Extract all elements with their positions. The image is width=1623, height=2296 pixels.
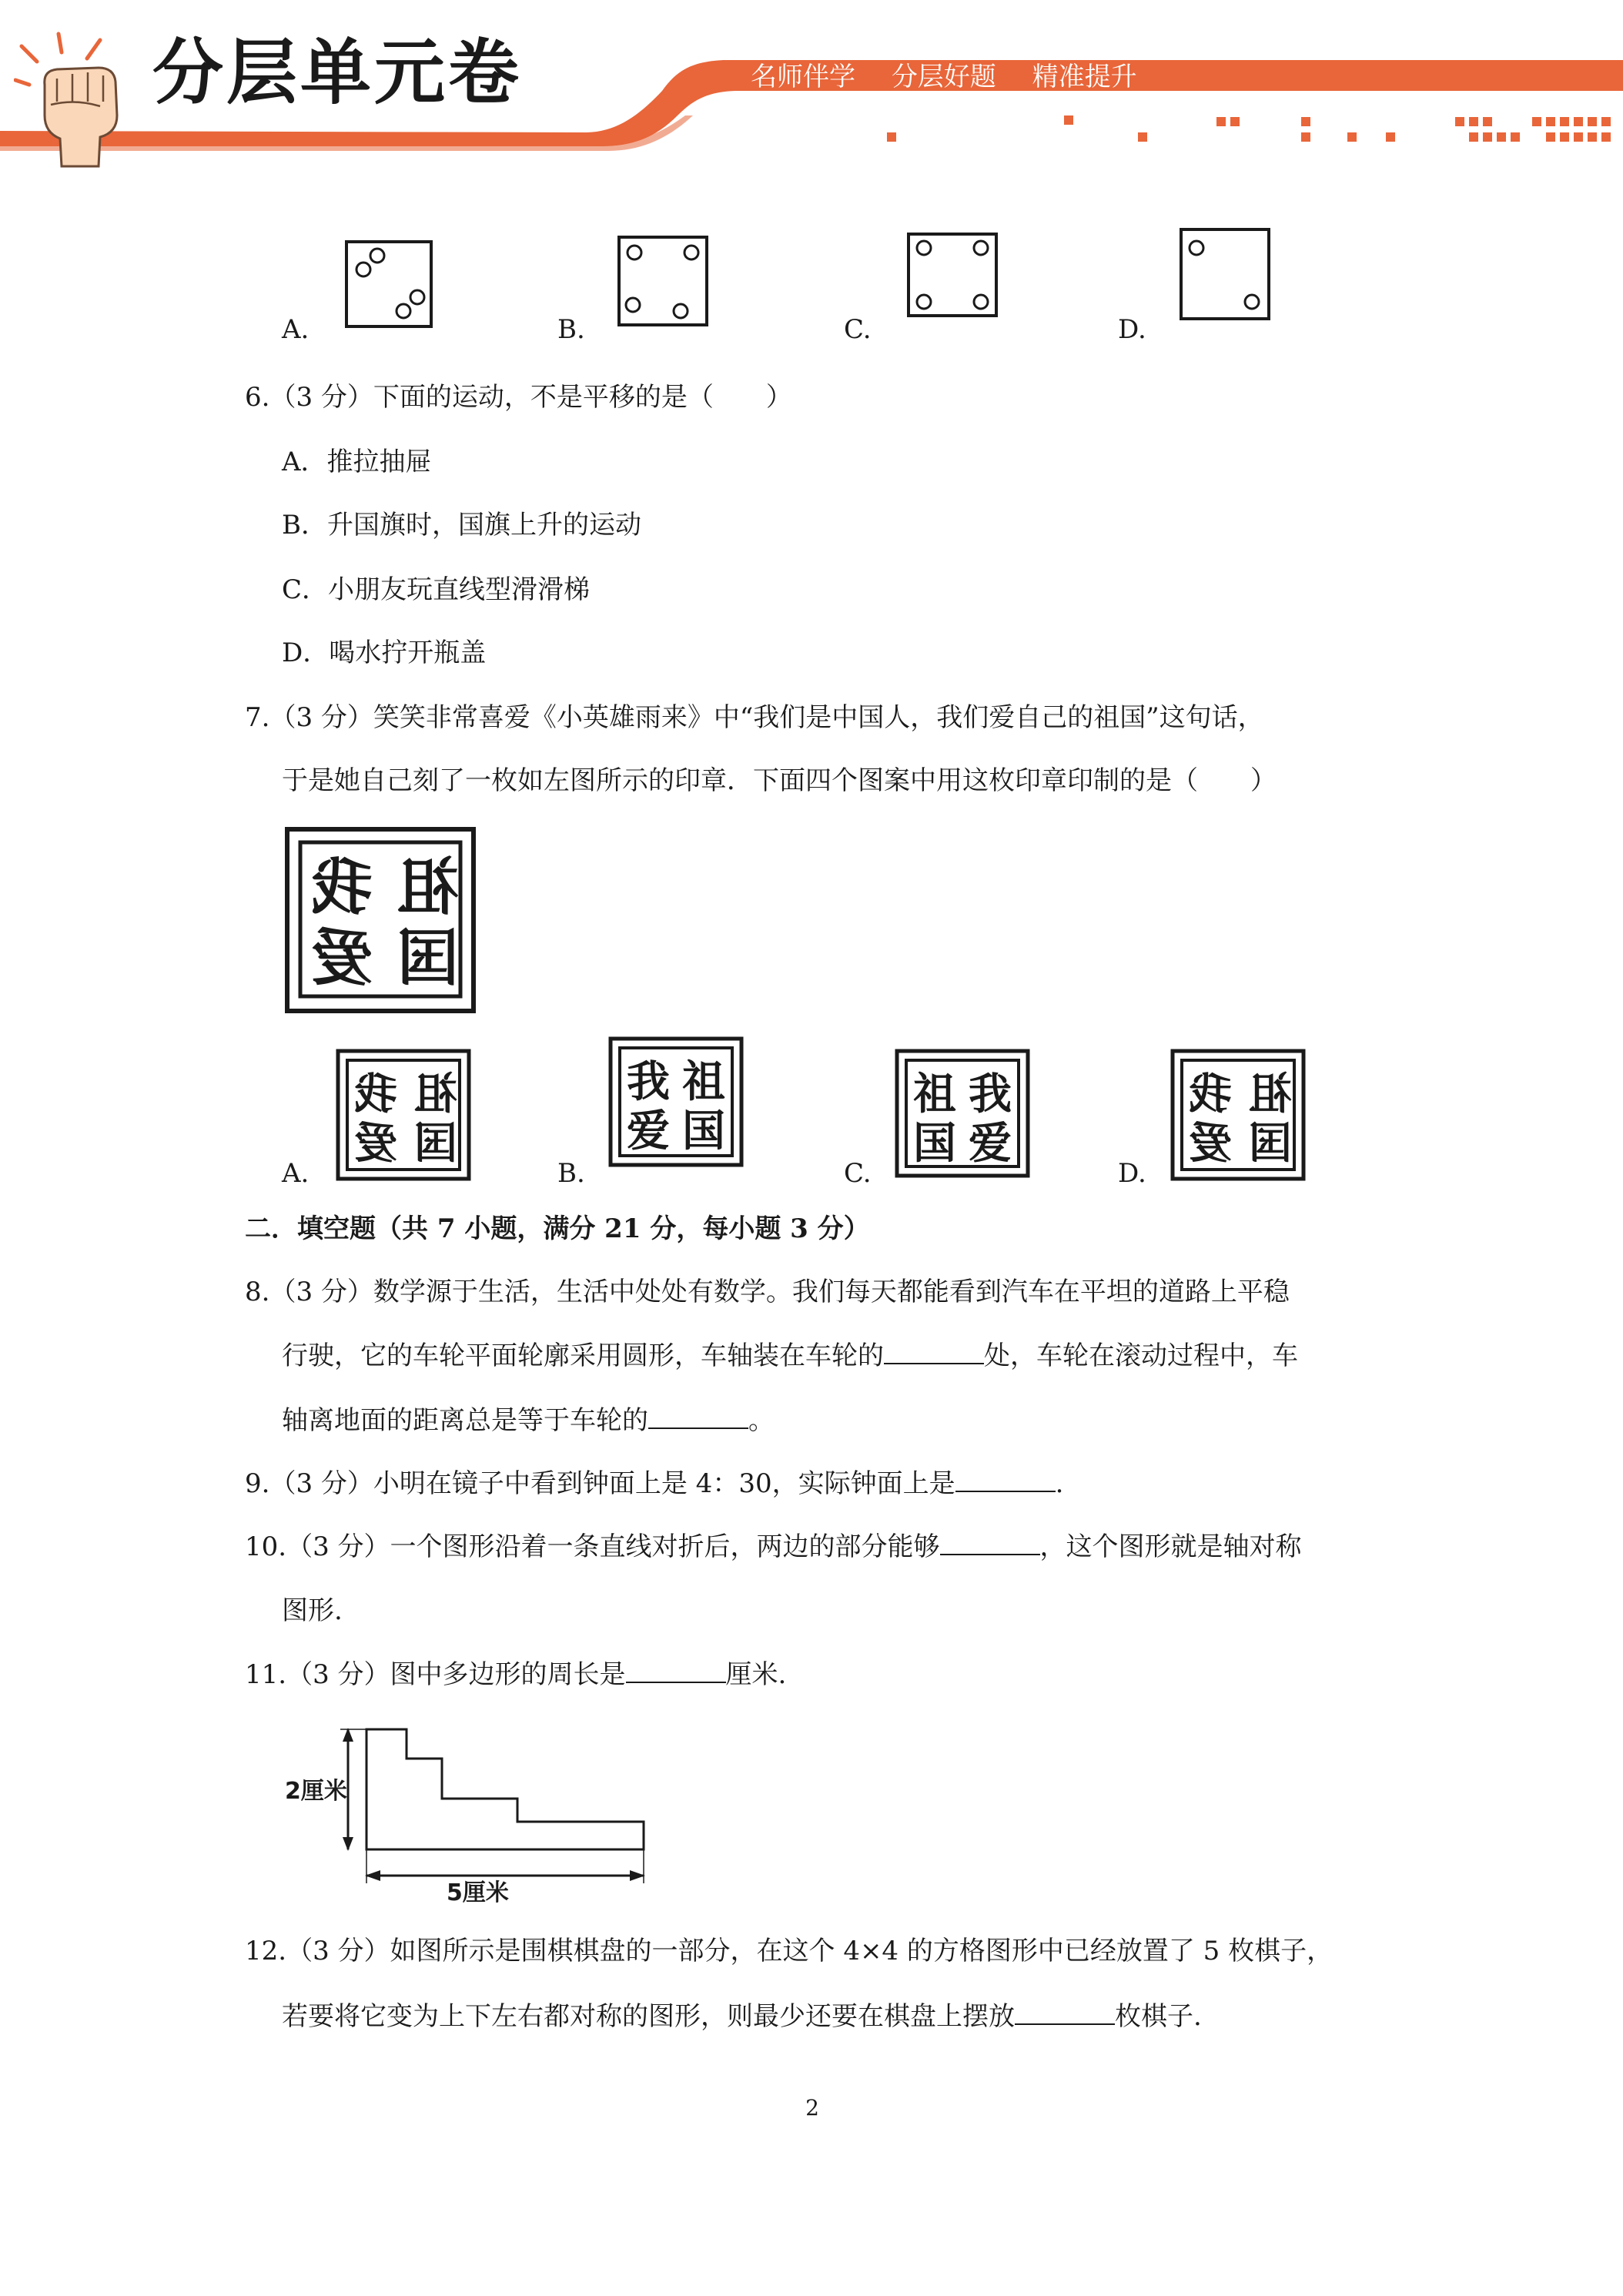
q7-a-char-zu: 祖	[414, 1069, 457, 1120]
q11-stem	[245, 1658, 786, 1690]
q7-c-char-ai: 爱	[969, 1119, 1012, 1169]
q7-original-seal	[285, 827, 477, 1015]
q10-line-1-text-a: 10.（3 分）一个图形沿着一条直线对折后，两边的部分能够	[245, 1531, 940, 1562]
q5-option-a-label: A.	[282, 314, 310, 345]
q10-line-1	[245, 1531, 1302, 1562]
q7-c-char-wo: 我	[969, 1069, 1012, 1120]
q5-option-d-label: D.	[1118, 314, 1146, 345]
q7-option-d-label: D.	[1118, 1158, 1146, 1189]
q12-line-2-text-a: 若要将它变为上下左右都对称的图形，则最少还要在棋盘上摆放	[282, 2001, 1015, 2032]
q7-option-c-seal	[895, 1049, 1030, 1178]
q5-option-d-figure	[1178, 226, 1273, 323]
q7-c-char-guo: 国	[913, 1119, 956, 1169]
q11-answer-blank[interactable]	[626, 1658, 726, 1683]
q7-option-b-seal	[608, 1036, 744, 1167]
q8-answer-blank-2[interactable]	[648, 1404, 748, 1429]
q8-line-2-text-b: 处，车轮在滚动过程中，车	[984, 1340, 1298, 1371]
q7-a-char-guo: 国	[414, 1119, 457, 1169]
q7-b-char-ai: 爱	[627, 1106, 670, 1156]
q11-height-label: 2厘米	[285, 1778, 347, 1805]
header-slogans	[751, 60, 1165, 94]
q6-stem: 6.（3 分）下面的运动，不是平移的是（ ）	[245, 382, 792, 413]
header-title: 分层单元卷	[152, 32, 523, 114]
q7-option-d-seal	[1170, 1049, 1306, 1181]
q12-answer-blank[interactable]	[1015, 2000, 1115, 2025]
q7-seal-char-zu: 祖	[397, 852, 459, 923]
q7-seal-char-ai: 爱	[311, 922, 373, 994]
q7-b-char-zu: 祖	[682, 1057, 725, 1107]
q6-option-d: D．喝水拧开瓶盖	[282, 638, 487, 668]
q9-text-b: .	[1055, 1468, 1064, 1499]
q7-b-char-guo: 国	[682, 1106, 725, 1156]
q7-c-char-zu: 祖	[913, 1069, 956, 1120]
q11-text-a: 11.（3 分）图中多边形的周长是	[245, 1659, 626, 1690]
q6-option-b: B．升国旗时，国旗上升的运动	[282, 510, 641, 541]
slogan-1: 名师伴学	[751, 62, 855, 92]
q11-staircase-figure	[282, 1719, 651, 1903]
q6-option-a: A．推拉抽屉	[282, 447, 432, 477]
q8-answer-blank-1[interactable]	[884, 1340, 984, 1364]
slogan-2: 分层好题	[891, 62, 996, 92]
q5-option-c-figure	[905, 231, 1001, 320]
q8-line-2	[282, 1340, 1298, 1371]
q8-line-3-text-a: 轴离地面的距离总是等于车轮的	[282, 1405, 648, 1436]
q7-seal-char-guo: 国	[397, 922, 459, 994]
q7-d-char-zu: 祖	[1249, 1069, 1292, 1120]
q8-line-1: 8.（3 分）数学源于生活，生活中处处有数学。我们每天都能看到汽车在平坦的道路上平稳	[245, 1277, 1290, 1307]
q10-answer-blank[interactable]	[940, 1531, 1040, 1555]
fist-logo-icon	[14, 31, 145, 169]
q7-stem-line-1: 7.（3 分）笑笑非常喜爱《小英雄雨来》中“我们是中国人，我们爱自己的祖国”这句话，	[245, 702, 1264, 733]
q5-option-a-figure	[343, 239, 436, 331]
q8-line-3-text-b: 。	[748, 1405, 775, 1436]
q7-a-char-ai: 爱	[354, 1119, 397, 1169]
q5-option-b-figure	[616, 234, 711, 330]
q11-width-label: 5厘米	[447, 1879, 509, 1903]
slogan-3: 精准提升	[1032, 62, 1137, 92]
q7-option-a-label: A.	[282, 1158, 310, 1189]
q9-text-a: 9.（3 分）小明在镜子中看到钟面上是 4：30，实际钟面上是	[245, 1468, 955, 1499]
q7-option-c-label: C.	[844, 1158, 872, 1189]
q9-answer-blank[interactable]	[955, 1468, 1056, 1492]
q7-option-b-label: B.	[557, 1158, 585, 1189]
section-2-heading: 二．填空题（共 7 小题，满分 21 分，每小题 3 分）	[245, 1213, 870, 1244]
page-number: 2	[805, 2095, 819, 2120]
q7-stem-line-2: 于是她自己刻了一枚如左图所示的印章．下面四个图案中用这枚印章印制的是（ ）	[282, 765, 1277, 796]
q12-line-1: 12.（3 分）如图所示是围棋棋盘的一部分，在这个 4×4 的方格图形中已经放置了 5 枚棋子，	[245, 1936, 1334, 1966]
q8-line-3	[282, 1404, 775, 1436]
q8-line-2-text-a: 行驶，它的车轮平面轮廓采用圆形，车轴装在车轮的	[282, 1340, 884, 1371]
q12-line-2-text-b: 枚棋子.	[1115, 2001, 1202, 2032]
q12-line-2	[282, 2000, 1202, 2032]
q7-a-char-wo: 我	[354, 1069, 397, 1120]
q7-d-char-guo: 国	[1249, 1119, 1292, 1169]
q7-seal-char-wo: 我	[311, 852, 373, 923]
q7-b-char-wo: 我	[627, 1057, 670, 1107]
q7-d-char-wo: 我	[1189, 1069, 1232, 1120]
q11-text-b: 厘米.	[725, 1659, 787, 1690]
q6-option-c: C．小朋友玩直线型滑滑梯	[282, 574, 591, 605]
q5-option-c-label: C.	[844, 314, 872, 345]
q5-option-b-label: B.	[557, 314, 585, 345]
q10-line-1-text-b: ，这个图形就是轴对称	[1039, 1531, 1302, 1562]
q10-line-2: 图形.	[282, 1595, 343, 1626]
q7-option-a-seal	[336, 1049, 471, 1181]
question-9	[245, 1468, 1063, 1499]
q7-d-char-ai: 爱	[1189, 1119, 1232, 1169]
